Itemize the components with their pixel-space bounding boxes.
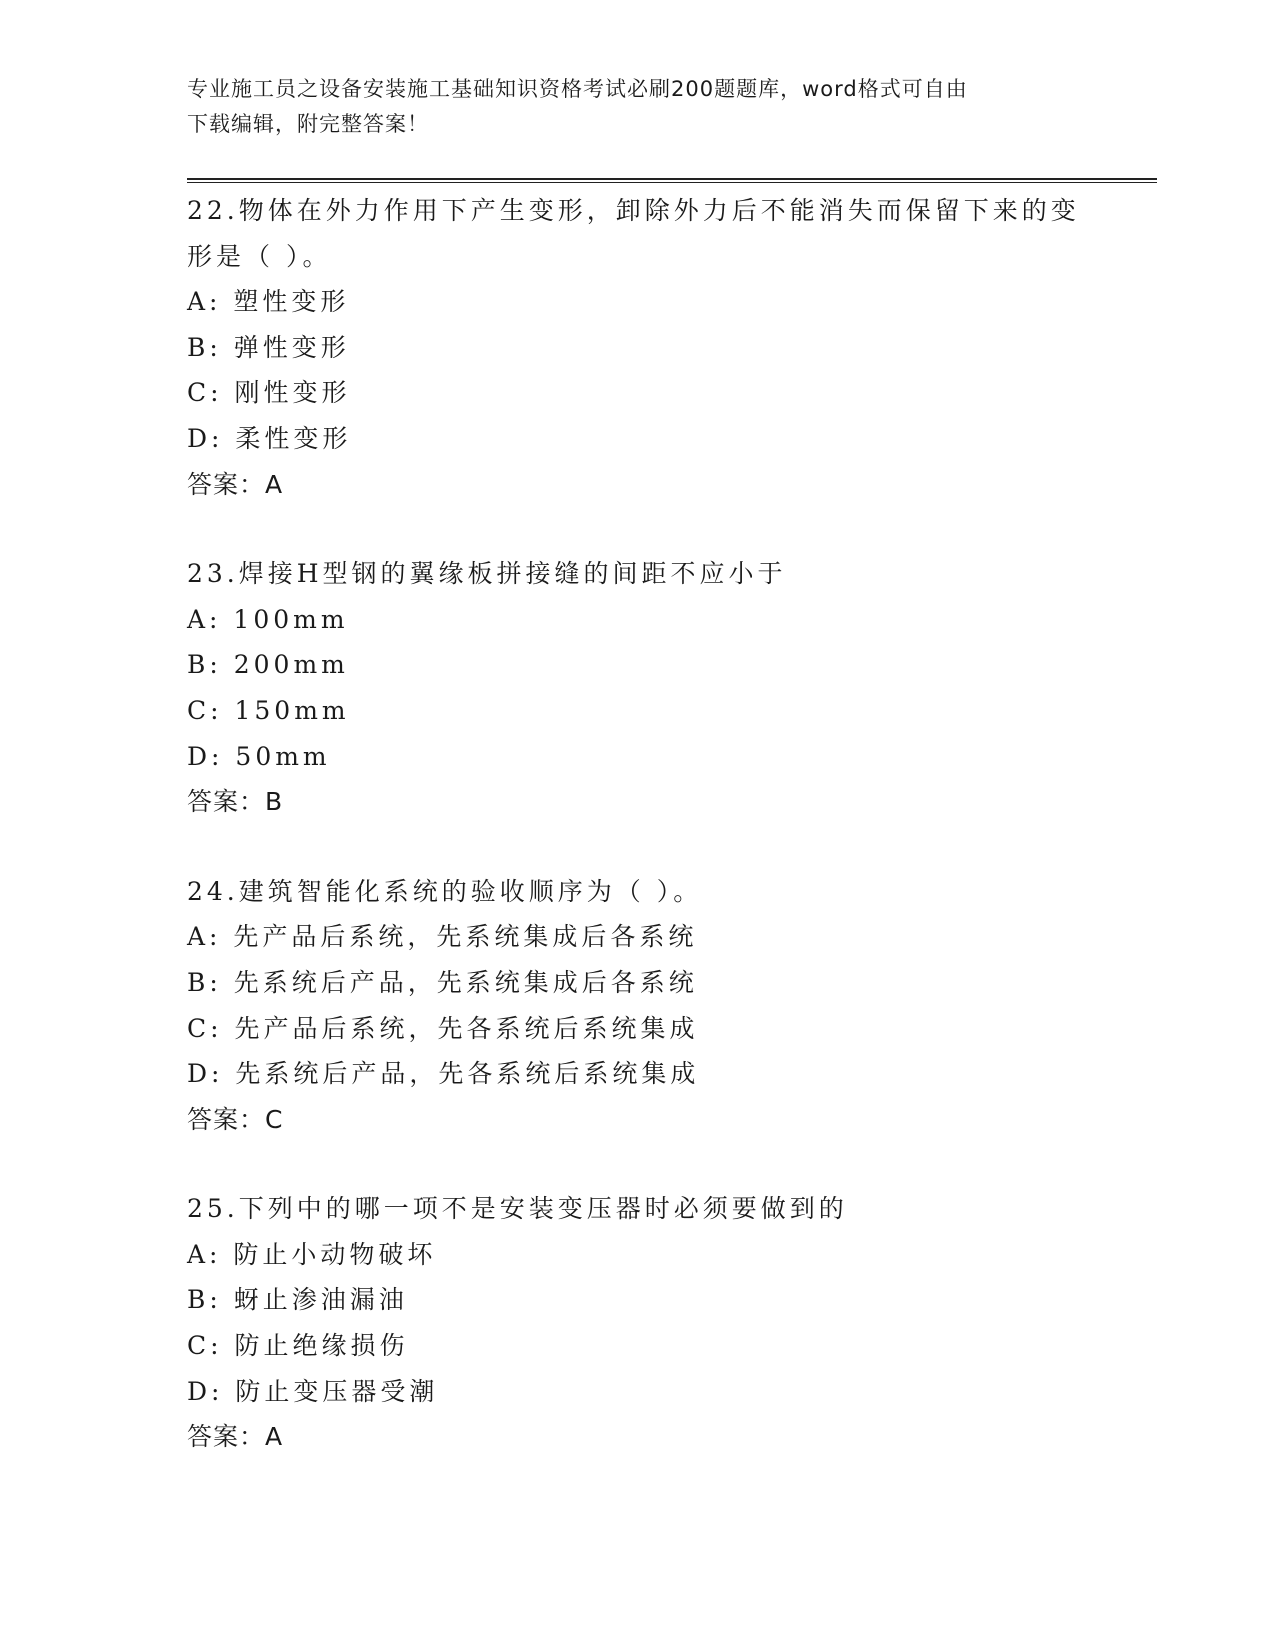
option-a: A: 塑性变形 — [187, 287, 350, 317]
option-c: C: 150mm — [187, 695, 350, 725]
question-23 — [187, 551, 1087, 825]
option-a: A: 100mm — [187, 604, 349, 634]
option-c: C: 先产品后系统，先各系统后系统集成 — [187, 1013, 699, 1043]
option-a: A: 防止小动物破坏 — [187, 1239, 437, 1269]
question-25 — [187, 1186, 1087, 1460]
question-22 — [187, 188, 1087, 507]
question-stem: 24.建筑智能化系统的验收顺序为（ ）。 — [187, 876, 703, 906]
answer-label: 答案：A — [187, 1422, 284, 1452]
option-b: B: 弹性变形 — [187, 332, 350, 362]
option-d: D: 50mm — [187, 741, 331, 771]
question-stem-continued: 形是（ ）。 — [187, 241, 332, 271]
question-stem: 22.物体在外力作用下产生变形，卸除外力后不能消失而保留下来的变 — [187, 196, 1080, 225]
question-stem: 23.焊接H型钢的翼缘板拼接缝的间距不应小于 — [187, 559, 787, 589]
answer-label: 答案：C — [187, 1104, 284, 1134]
question-list — [187, 188, 1087, 1504]
option-d: D: 柔性变形 — [187, 423, 352, 453]
option-d: D: 先系统后产品，先各系统后系统集成 — [187, 1059, 700, 1089]
answer-label: 答案：A — [187, 469, 284, 499]
option-c: C: 刚性变形 — [187, 378, 351, 408]
header-divider — [187, 178, 1157, 183]
option-b: B: 蚜止渗油漏油 — [187, 1285, 408, 1315]
header-line-2: 下载编辑，附完整答案！ — [187, 112, 429, 136]
answer-label: 答案：B — [187, 787, 284, 817]
question-stem: 25.下列中的哪一项不是安装变压器时必须要做到的 — [187, 1194, 848, 1224]
option-b: B: 200mm — [187, 650, 349, 680]
option-a: A: 先产品后系统，先系统集成后各系统 — [187, 922, 698, 952]
option-c: C: 防止绝缘损伤 — [187, 1331, 409, 1361]
option-b: B: 先系统后产品，先系统集成后各系统 — [187, 967, 698, 997]
header-line-1: 专业施工员之设备安装施工基础知识资格考试必刷200题题库，word格式可自由 — [187, 77, 968, 101]
option-d: D: 防止变压器受潮 — [187, 1376, 439, 1406]
document-header — [187, 72, 1087, 142]
question-24 — [187, 869, 1087, 1143]
